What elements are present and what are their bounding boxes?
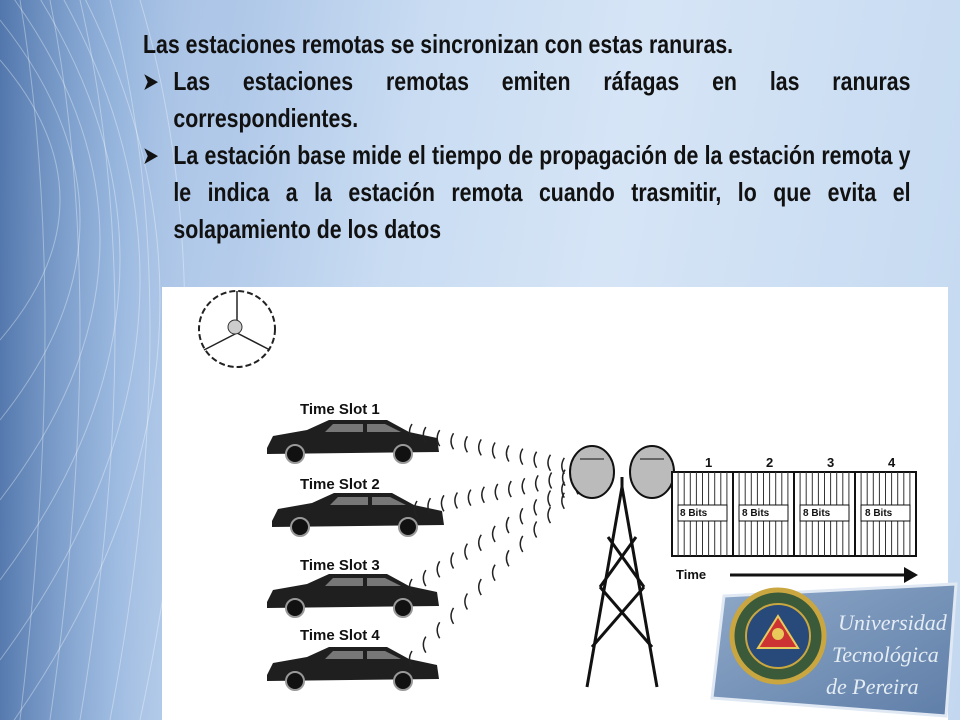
car-icon	[272, 493, 444, 536]
bullet-text-1: Las estaciones remotas emiten ráfagas en las ranuras correspondientes.	[173, 66, 911, 133]
slot-label-4: Time Slot 4	[300, 627, 380, 644]
wave-arc	[479, 579, 482, 595]
slot-label-3: Time Slot 3	[300, 557, 380, 574]
wave-arc	[506, 446, 509, 462]
wave-arc	[520, 536, 523, 552]
wave-arc	[520, 449, 523, 465]
wave-arc	[451, 433, 454, 449]
wave-arc	[548, 491, 551, 507]
slot-cell-label-4: 8 Bits	[865, 508, 893, 519]
wave-arc	[479, 439, 482, 455]
wave-arc	[520, 508, 523, 524]
wave-arc	[549, 473, 552, 489]
car-icon	[267, 647, 439, 690]
arrow-bullet-icon: ➤	[143, 69, 159, 94]
wave-arc	[493, 565, 496, 581]
slide-text	[143, 26, 911, 248]
slot-cell-label-1: 8 Bits	[680, 508, 708, 519]
wave-arc	[451, 608, 454, 624]
logo-line-3: de Pereira	[826, 674, 919, 699]
slot-label-1: Time Slot 1	[300, 401, 380, 418]
university-logo	[706, 578, 960, 720]
wave-arc	[455, 492, 458, 508]
frame-number-4: 4	[888, 455, 896, 470]
antenna-tower-icon	[570, 446, 674, 687]
logo-line-1: Universidad	[838, 610, 947, 635]
bullet-text-2: La estación base mide el tiempo de propagación de la estación remota y le indica a la estación remota cuando trasmitir, lo que evita el solapamiento de los datos	[173, 140, 911, 244]
frame-number-3: 3	[827, 455, 835, 470]
intro-line: Las estaciones remotas se sincronizan con estas ranuras.	[143, 29, 734, 59]
slot-cell-label-2: 8 Bits	[742, 508, 770, 519]
university-seal-icon	[732, 590, 824, 682]
arrow-bullet-icon: ➤	[143, 143, 159, 168]
wave-arc	[522, 478, 525, 494]
wave-arc	[495, 484, 498, 500]
car-icon	[267, 574, 439, 617]
car-icon	[267, 420, 439, 463]
slot-cell-label-3: 8 Bits	[803, 508, 831, 519]
bullet-item-2	[143, 137, 911, 248]
wave-arc	[482, 487, 485, 503]
wave-arc	[437, 622, 440, 638]
wave-arc	[465, 544, 468, 560]
frame-number-2: 2	[766, 455, 774, 470]
wave-arc	[493, 442, 496, 458]
wave-arc	[441, 495, 444, 511]
frame-number-1: 1	[705, 455, 713, 470]
wave-arc	[451, 552, 454, 568]
wave-arc	[534, 499, 537, 515]
wave-arc	[437, 561, 440, 577]
wave-arc	[465, 593, 468, 609]
wave-arc	[493, 526, 496, 542]
wave-arc	[468, 490, 471, 506]
wave-arc	[479, 535, 482, 551]
wave-arc	[548, 455, 551, 471]
slot-label-2: Time Slot 2	[300, 476, 380, 493]
logo-line-2: Tecnológica	[832, 642, 939, 667]
wave-arc	[534, 452, 537, 468]
wave-arc	[506, 517, 509, 533]
bullet-item-1	[143, 63, 911, 137]
time-axis-label: Time	[676, 567, 707, 582]
wave-arc	[536, 475, 539, 491]
wave-arc	[423, 637, 426, 653]
radio-waves	[410, 424, 593, 667]
wave-arc	[548, 507, 551, 523]
cell-coverage-icon	[199, 291, 275, 367]
wave-arc	[506, 550, 509, 566]
wave-arc	[465, 436, 468, 452]
wave-arc	[534, 522, 537, 538]
wave-arc	[509, 481, 512, 497]
wave-arc	[423, 570, 426, 586]
